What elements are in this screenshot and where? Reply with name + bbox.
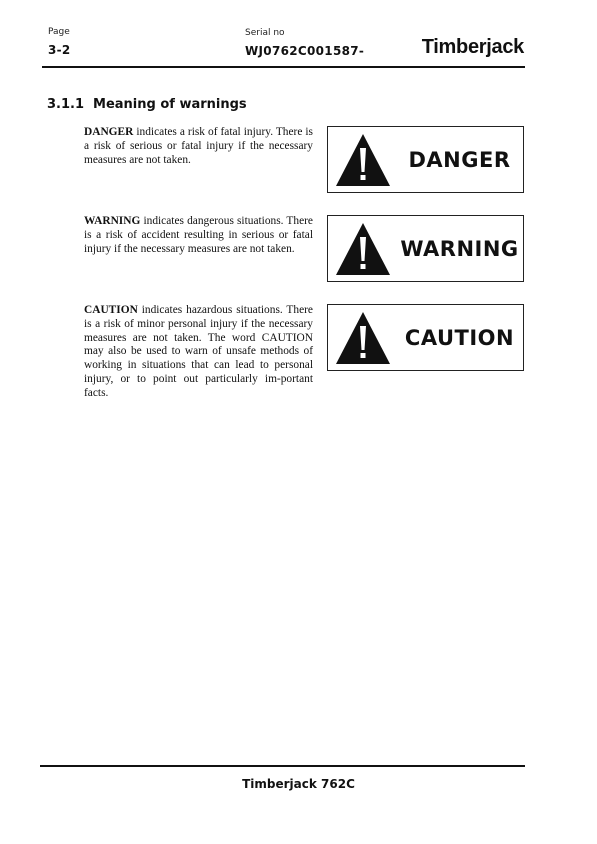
danger-description [84,126,313,167]
warning-triangle-icon [334,221,392,277]
section-title [47,97,247,112]
footer-divider [40,765,525,767]
caution-term: CAUTION [84,304,138,316]
danger-term: DANGER [84,126,134,138]
caution-sign [327,304,524,371]
page-number: 3-2 [48,43,71,57]
warning-triangle-icon [334,310,392,366]
warning-sign-label: WARNING [400,236,519,261]
danger-text: indicates a risk of fatal injury. There is a risk of serious or fatal injury if the necessary measures are not taken. [84,126,313,166]
caution-text: indicates hazardous situations. There is a risk of minor personal injury if the necessary measures are not taken. The word CAUTION may also be used to warn of unsafe methods of working in situations that can lead to personal injury, or to point out particularly im-portant facts. [84,304,313,399]
footer-model: Timberjack 762C [242,777,355,791]
header-divider [42,66,525,68]
warning-sign [327,215,524,282]
page-label: Page [48,27,70,37]
brand-logo: Timberjack [421,36,524,58]
caution-sign-label: CAUTION [404,325,515,350]
danger-sign [327,126,524,193]
section-number: 3.1.1 [47,97,85,112]
warning-description [84,215,313,256]
danger-sign-label: DANGER [408,147,511,172]
warning-term: WARNING [84,215,141,227]
section-title-text: Meaning of warnings [93,97,247,112]
caution-description [84,304,313,401]
serial-number: WJ0762C001587- [245,44,365,58]
serial-label: Serial no [245,28,285,38]
warning-text: indicates dangerous situations. There is a risk of accident resulting in serious or fatal injury if the necessary measures are not taken. [84,215,313,255]
warning-triangle-icon [334,132,392,188]
